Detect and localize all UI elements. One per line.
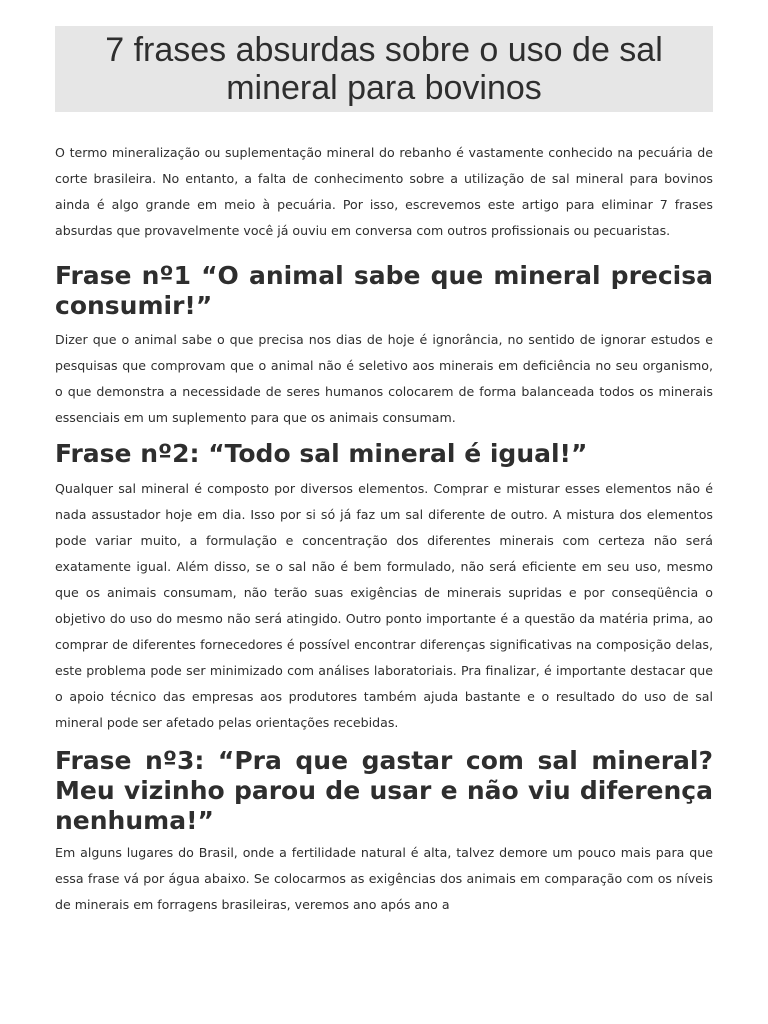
document-title: 7 frases absurdas sobre o uso de sal mineral para bovinos	[105, 31, 663, 107]
section-heading-1: Frase nº1 “O animal sabe que mineral precisa consumir!”	[55, 261, 713, 320]
section-paragraph-1: Dizer que o animal sabe o que precisa nos dias de hoje é ignorância, no sentido de ignorar estudos e pesquisas que comprovam que o animal não é seletivo aos minerais em deficiência no seu organismo, o que demonstra a necessidade de seres humanos colocarem de forma balanceada todos os minerais essenciais em um suplemento para que os animais consumam.	[55, 332, 713, 425]
intro-paragraph: O termo mineralização ou suplementação mineral do rebanho é vastamente conhecido na pecuária de corte brasileira. No entanto, a falta de conhecimento sobre a utilização de sal mineral para bovinos ainda é algo grande em meio à pecuária. Por isso, escrevemos este artigo para eliminar 7 frases absurdas que provavelmente você já ouviu em conversa com outros profissionais ou pecuaristas.	[55, 145, 713, 238]
section-heading-3: Frase nº3: “Pra que gastar com sal mineral? Meu vizinho parou de usar e não viu diferença nenhuma!”	[55, 746, 713, 835]
document-page	[55, 26, 713, 918]
section-paragraph-2: Qualquer sal mineral é composto por diversos elementos. Comprar e misturar esses elementos não é nada assustador hoje em dia. Isso por si só já faz um sal diferente de outro. A mistura dos elementos pode variar muito, a formulação e concentração dos diferentes minerais com certeza não será exatamente igual. Além disso, se o sal não é bem formulado, não será eficiente em seu uso, mesmo que os animais consumam, não terão suas exigências de minerais supridas e por conseqüência o objetivo do uso do mesmo não será atingido. Outro ponto importante é a questão da matéria prima, ao comprar de diferentes fornecedores é possível encontrar diferenças significativas na composição delas, este problema pode ser minimizado com análises laboratoriais. Pra finalizar, é importante destacar que o apoio técnico das empresas aos produtores também ajuda bastante e o resultado do uso de sal mineral pode ser afetado pelas orientações recebidas.	[55, 481, 713, 730]
title-banner	[55, 26, 713, 112]
section-heading-2: Frase nº2: “Todo sal mineral é igual!”	[55, 439, 588, 468]
section-paragraph-3: Em alguns lugares do Brasil, onde a fertilidade natural é alta, talvez demore um pouco mais para que essa frase vá por água abaixo. Se colocarmos as exigências dos animais em comparação com os níveis de minerais em forragens brasileiras, veremos ano após ano a	[55, 845, 713, 912]
